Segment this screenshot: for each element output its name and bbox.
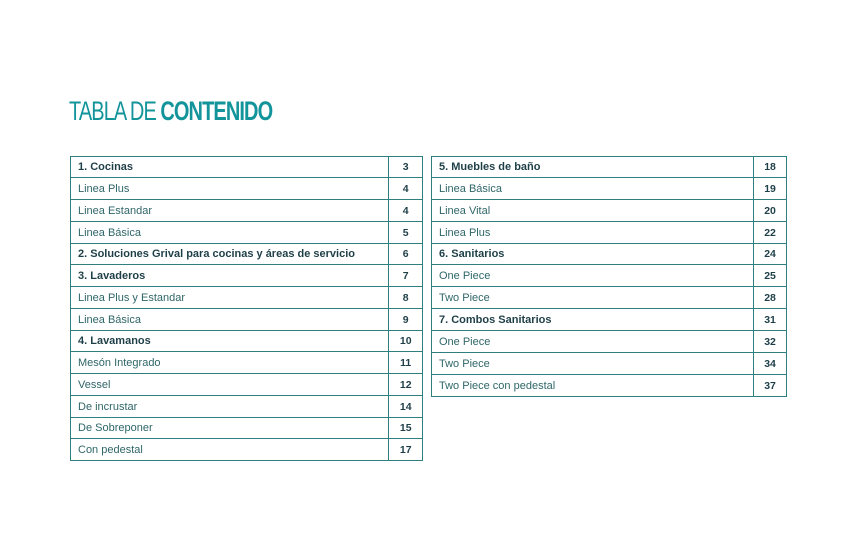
toc-page-number: 9 [389,309,423,331]
toc-row[interactable] [432,309,787,331]
toc-page-number: 31 [754,309,787,331]
toc-page-number: 18 [754,157,787,178]
toc-entry-label: Linea Plus y Estandar [71,287,389,309]
toc-entry-label: Linea Plus [71,178,389,200]
title-light: TABLA DE [69,96,156,126]
toc-entry-label: Con pedestal [71,439,389,461]
toc-page-number: 14 [389,396,423,418]
toc-row[interactable] [432,244,787,265]
toc-row[interactable] [432,222,787,244]
toc-page-number: 10 [389,331,423,352]
toc-row[interactable] [71,222,423,244]
page-title [69,96,272,126]
toc-section-label: 2. Soluciones Grival para cocinas y áreas de servicio [71,244,389,265]
toc-row[interactable] [71,200,423,222]
toc-row[interactable] [432,200,787,222]
toc-row[interactable] [71,418,423,439]
toc-row[interactable] [71,287,423,309]
toc-entry-label: Linea Plus [432,222,754,244]
toc-section-label: 4. Lavamanos [71,331,389,352]
toc-entry-label: De Sobreponer [71,418,389,439]
toc-section-label: 7. Combos Sanitarios [432,309,754,331]
toc-row[interactable] [71,178,423,200]
toc-entry-label: One Piece [432,265,754,287]
toc-entry-label: Two Piece [432,287,754,309]
toc-page-number: 28 [754,287,787,309]
toc-entry-label: Linea Vital [432,200,754,222]
toc-row[interactable] [71,352,423,374]
toc-row[interactable] [71,396,423,418]
toc-table-left [70,156,423,461]
toc-page-number: 20 [754,200,787,222]
toc-row[interactable] [71,157,423,178]
toc-entry-label: Mesón Integrado [71,352,389,374]
toc-section-label: 3. Lavaderos [71,265,389,287]
toc-entry-label: One Piece [432,331,754,353]
toc-page-number: 3 [389,157,423,178]
toc-page-number: 11 [389,352,423,374]
toc-section-label: 5. Muebles de baño [432,157,754,178]
toc-row[interactable] [71,265,423,287]
toc-row[interactable] [432,331,787,353]
toc-section-label: 1. Cocinas [71,157,389,178]
toc-row[interactable] [432,287,787,309]
toc-row[interactable] [432,157,787,178]
toc-page-number: 15 [389,418,423,439]
toc-page-number: 25 [754,265,787,287]
toc-page-number: 12 [389,374,423,396]
toc-row[interactable] [71,309,423,331]
toc-page-number: 37 [754,375,787,397]
toc-page-number: 7 [389,265,423,287]
toc-page-number: 19 [754,178,787,200]
toc-page-number: 22 [754,222,787,244]
toc-page-number: 8 [389,287,423,309]
toc-section-label: 6. Sanitarios [432,244,754,265]
toc-entry-label: Linea Básica [432,178,754,200]
toc-page-number: 4 [389,178,423,200]
title-bold: CONTENIDO [160,96,273,126]
toc-page-number: 4 [389,200,423,222]
toc-page-number: 6 [389,244,423,265]
toc-page-number: 34 [754,353,787,375]
toc-entry-label: Two Piece con pedestal [432,375,754,397]
toc-row[interactable] [432,375,787,397]
toc-row[interactable] [432,178,787,200]
toc-entry-label: Vessel [71,374,389,396]
toc-page-number: 32 [754,331,787,353]
toc-table-right [431,156,787,397]
toc-entry-label: De incrustar [71,396,389,418]
toc-entry-label: Linea Básica [71,309,389,331]
toc-row[interactable] [71,244,423,265]
toc-row[interactable] [71,439,423,461]
toc-page-number: 17 [389,439,423,461]
toc-entry-label: Two Piece [432,353,754,375]
toc-row[interactable] [432,265,787,287]
toc-row[interactable] [71,374,423,396]
toc-entry-label: Linea Básica [71,222,389,244]
toc-row[interactable] [71,331,423,352]
toc-page-number: 24 [754,244,787,265]
toc-page-number: 5 [389,222,423,244]
toc-entry-label: Linea Estandar [71,200,389,222]
toc-row[interactable] [432,353,787,375]
